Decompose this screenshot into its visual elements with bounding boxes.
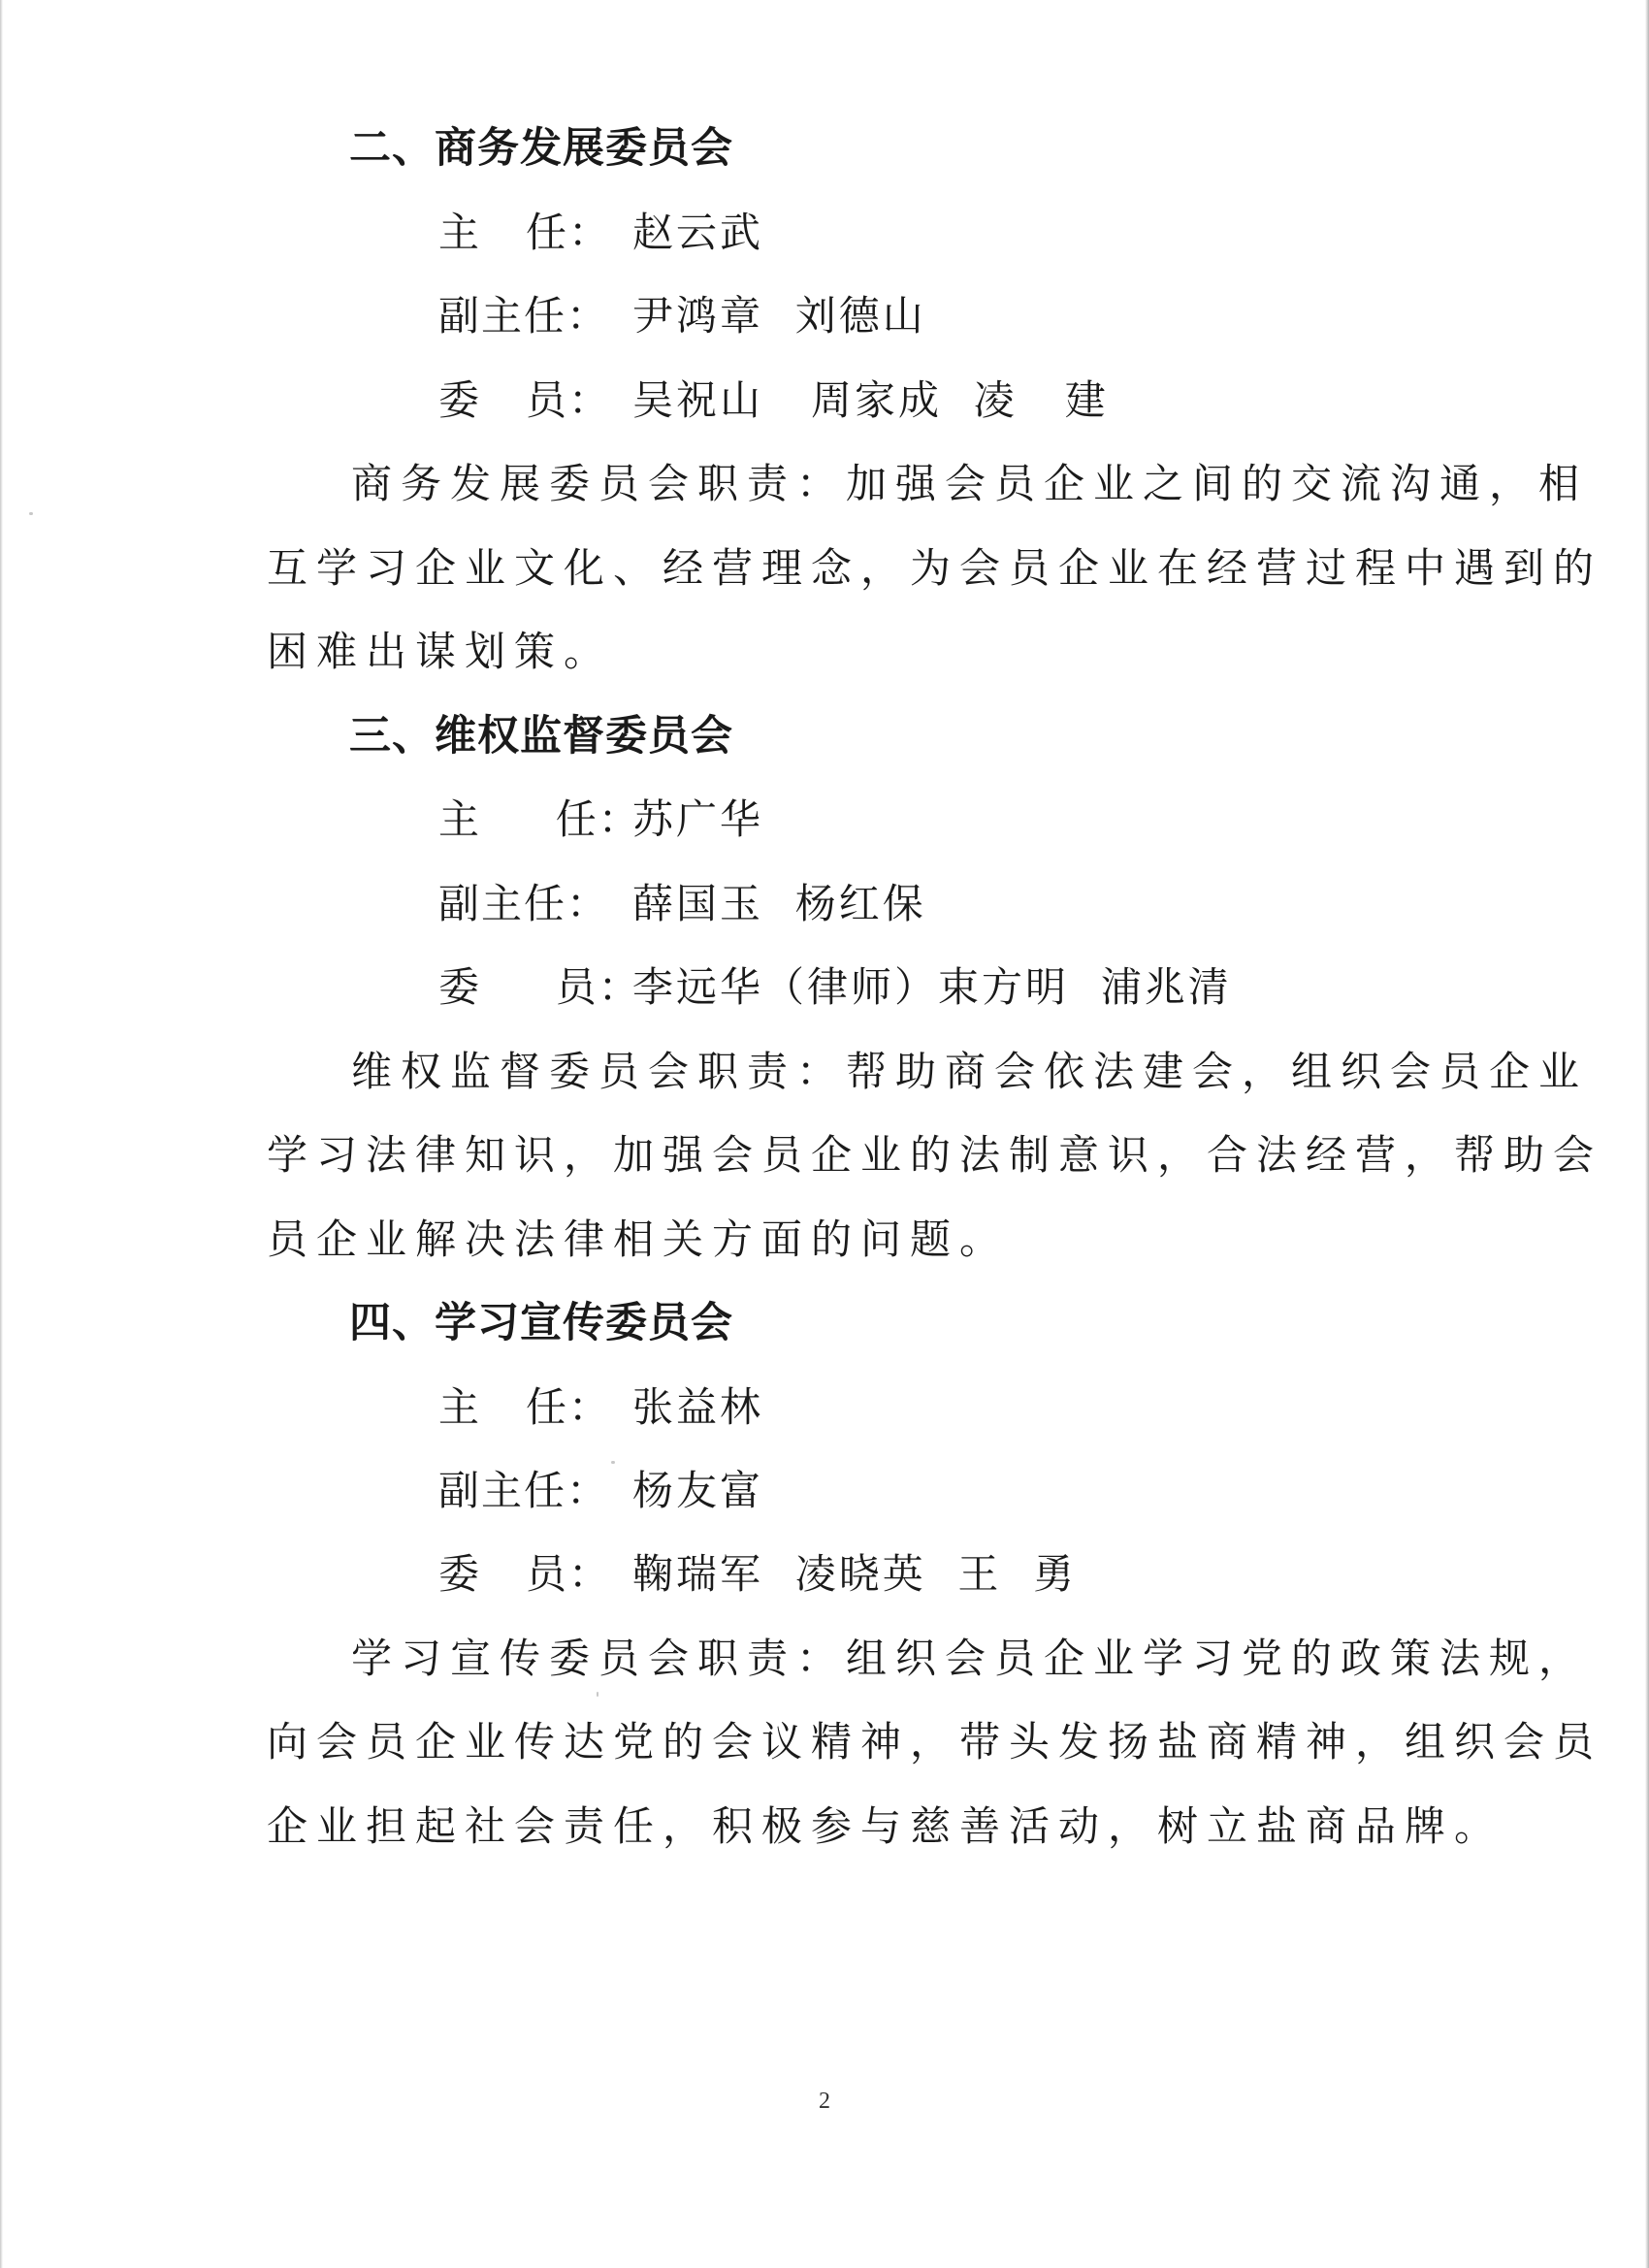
member-names: 鞠瑞军 凌晓英 王 勇 xyxy=(632,1550,1078,1598)
member-row xyxy=(438,292,1311,340)
duty-paragraph-line: 员企业解决法律相关方面的问题。 xyxy=(267,1215,1010,1263)
member-role: 委 员： xyxy=(438,963,641,1011)
member-role: 副主任： xyxy=(438,292,610,340)
page-number: 2 xyxy=(819,2089,830,2114)
member-role: 副主任： xyxy=(438,880,610,927)
member-role: 主 任： xyxy=(438,795,641,843)
member-row xyxy=(438,880,1311,928)
duty-paragraph-line: 向会员企业传达党的会议精神，带头发扬盐商精神，组织会员 xyxy=(267,1718,1603,1766)
scan-speck xyxy=(29,512,33,515)
member-names: 李远华（律师）束方明 浦兆清 xyxy=(632,963,1232,1011)
member-row xyxy=(438,795,1311,844)
member-row xyxy=(438,1383,1311,1432)
duty-paragraph-line: 互学习企业文化、经营理念，为会员企业在经营过程中遇到的 xyxy=(267,544,1603,592)
member-names: 苏广华 xyxy=(632,795,764,843)
scan-speck xyxy=(611,1461,615,1464)
member-role: 委 员： xyxy=(438,1550,612,1598)
member-role: 主 任： xyxy=(438,209,612,256)
duty-paragraph-line: 学习法律知识，加强会员企业的法制意识，合法经营，帮助会 xyxy=(267,1131,1603,1179)
member-names: 吴祝山 周家成 凌 建 xyxy=(632,376,1109,424)
scan-edge-left xyxy=(0,0,3,2268)
member-names: 杨友富 xyxy=(632,1467,764,1514)
scan-speck xyxy=(597,1692,598,1697)
member-names: 赵云武 xyxy=(632,209,764,256)
member-names: 薛国玉 杨红保 xyxy=(632,880,926,927)
duty-paragraph-line: 维权监督委员会职责：帮助商会依法建会，组织会员企业 xyxy=(351,1048,1589,1095)
duty-paragraph-line: 企业担起社会责任，积极参与慈善活动，树立盐商品牌。 xyxy=(267,1802,1504,1850)
member-row xyxy=(438,209,1311,257)
section-heading: 二、商务发展委员会 xyxy=(349,124,733,173)
member-role: 主 任： xyxy=(438,1383,612,1431)
scan-edge-right xyxy=(1645,0,1649,2268)
member-row xyxy=(438,963,1311,1012)
section-heading: 三、维权监督委员会 xyxy=(349,712,733,761)
duty-paragraph-line: 学习宣传委员会职责：组织会员企业学习党的政策法规， xyxy=(351,1635,1589,1682)
section-heading: 四、学习宣传委员会 xyxy=(349,1299,733,1347)
member-role: 委 员： xyxy=(438,376,612,424)
member-row xyxy=(438,1467,1311,1515)
member-names: 尹鸿章 刘德山 xyxy=(632,292,926,340)
duty-paragraph-line: 商务发展委员会职责：加强会员企业之间的交流沟通，相 xyxy=(351,460,1589,507)
member-role: 副主任： xyxy=(438,1467,610,1514)
member-names: 张益林 xyxy=(632,1383,764,1431)
member-row xyxy=(438,1550,1311,1599)
member-row xyxy=(438,376,1311,425)
duty-paragraph-line: 困难出谋划策。 xyxy=(267,628,614,675)
